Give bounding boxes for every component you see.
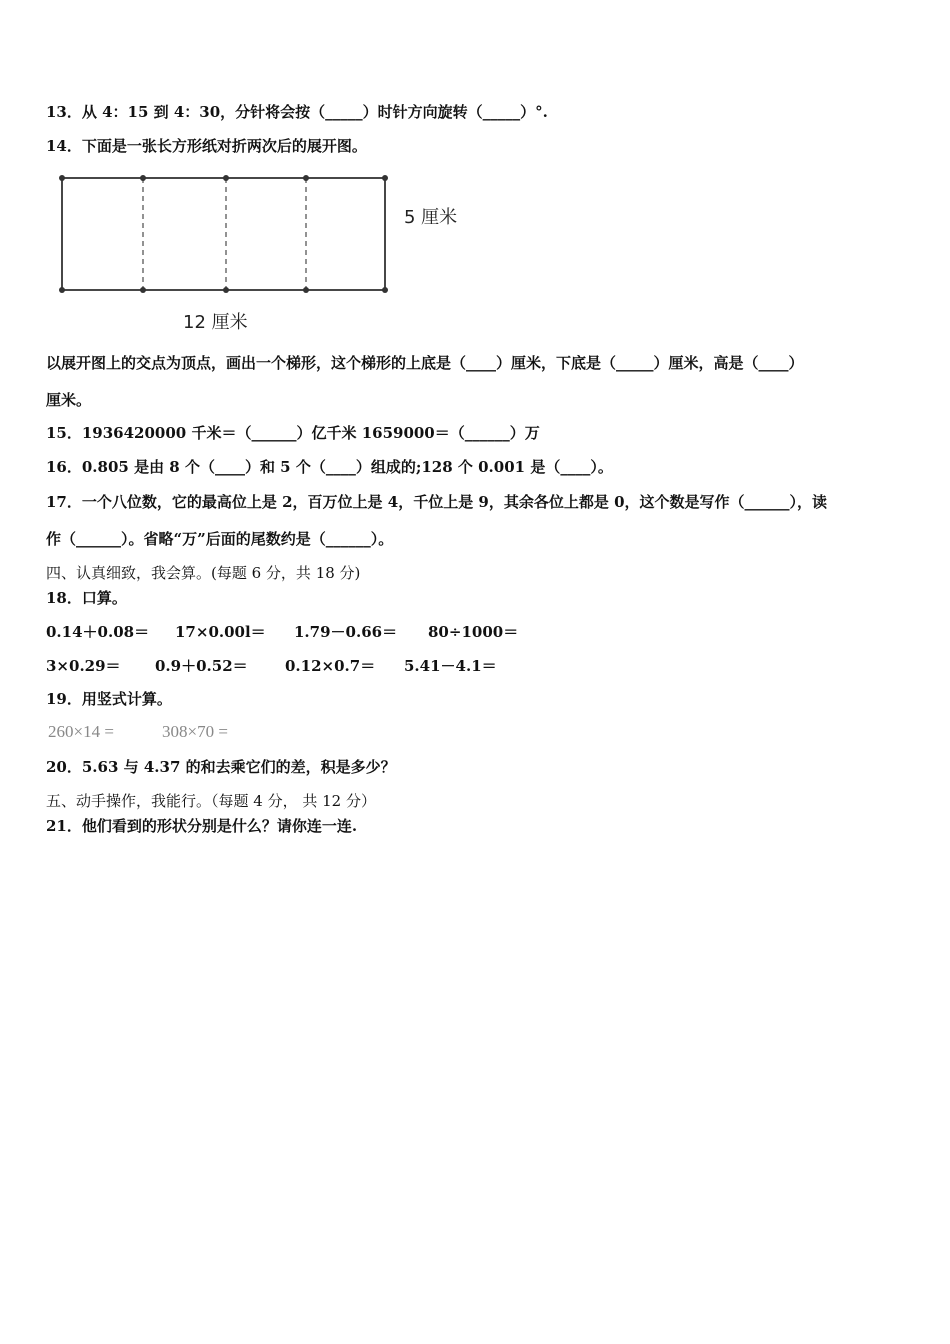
- calc-item: 0.14＋0.08＝: [46, 623, 150, 641]
- question-17-line-1: 17．一个八位数，它的最高位上是 2，百万位上是 4，千位上是 9，其余各位上都是 0，这个数是写作（______），读: [46, 493, 828, 511]
- section-5-heading: 五、动手操作，我能行。（每题 4 分， 共 12 分）: [46, 792, 376, 810]
- question-20: 20．5.63 与 4.37 的和去乘它们的差，积是多少？: [46, 758, 396, 776]
- vertical-calc-item: 308×70 =: [162, 722, 228, 741]
- width-label: 12 厘米: [183, 312, 248, 333]
- question-14-text-2: 厘米。: [46, 391, 92, 409]
- question-16: 16．0.805 是由 8 个（____）和 5 个（____）组成的;128 个 0.001 是（____）。: [46, 458, 613, 476]
- intersection-points: [59, 175, 388, 293]
- question-15: 15．1936420000 千米＝（______）亿千米 1659000＝（______）万: [46, 424, 540, 442]
- calc-item: 17×0.00l＝: [175, 623, 266, 641]
- calc-item: 0.12×0.7＝: [285, 657, 376, 675]
- calc-item: 5.41－4.1＝: [404, 657, 497, 675]
- question-13: 13．从 4：15 到 4：30，分针将会按（_____）时针方向旋转（_____）°.: [46, 103, 548, 121]
- height-label: 5 厘米: [404, 207, 458, 228]
- outer-rectangle: [62, 178, 385, 290]
- question-19-title: 19．用竖式计算。: [46, 690, 172, 708]
- question-18-title: 18．口算。: [46, 589, 127, 607]
- calc-item: 1.79－0.66＝: [294, 623, 398, 641]
- question-17-line-2: 作（______）。省略“万”后面的尾数约是（______）。: [46, 530, 394, 548]
- vertical-calc-item: 260×14 =: [48, 722, 114, 741]
- calc-item: 0.9＋0.52＝: [155, 657, 248, 675]
- question-21: 21．他们看到的形状分别是什么？请你连一连.: [46, 817, 358, 835]
- question-14-text-1: 以展开图上的交点为顶点，画出一个梯形，这个梯形的上底是（____）厘米，下底是（_____）厘米，高是（____）: [46, 354, 804, 372]
- calc-item: 80÷1000＝: [428, 623, 519, 641]
- calc-item: 3×0.29＝: [46, 657, 121, 675]
- question-14-title: 14．下面是一张长方形纸对折两次后的展开图。: [46, 137, 367, 155]
- unfolded-paper-figure: [50, 168, 470, 338]
- section-4-heading: 四、认真细致，我会算。(每题 6 分，共 18 分): [46, 564, 361, 582]
